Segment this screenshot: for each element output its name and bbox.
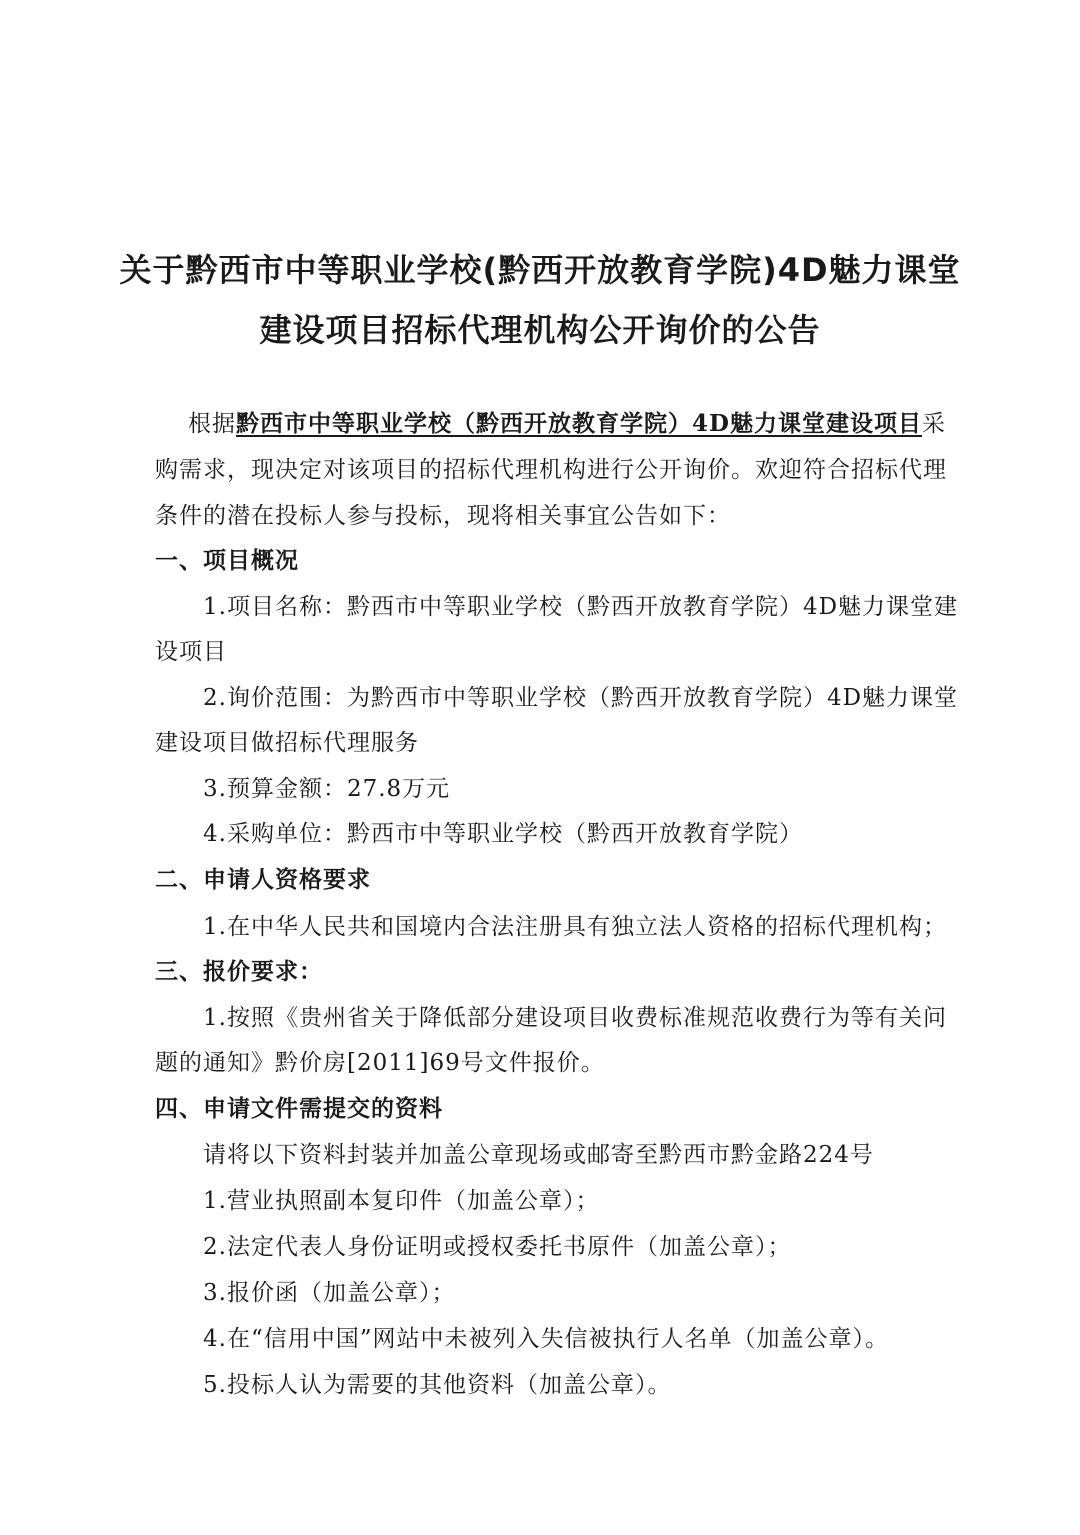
s4-note: 请将以下资料封装并加盖公章现场或邮寄至黔西市黔金路224号 <box>203 1142 874 1168</box>
s3-item-1-line-1: 1.按照《贵州省关于降低部分建设项目收费标准规范收费行为等有关问 <box>203 1005 947 1031</box>
s4-item-3: 3.报价函（加盖公章）； <box>203 1280 456 1306</box>
s1-item-1-line-1: 1.项目名称：黔西市中等职业学校（黔西开放教育学院）4D魅力课堂建 <box>203 594 959 620</box>
intro-line-3: 条件的潜在投标人参与投标，现将相关事宜公告如下： <box>155 503 731 529</box>
intro-suffix: 采 <box>921 411 946 437</box>
s1-item-1-line-2: 设项目 <box>155 639 227 665</box>
title-line-1: 关于黔西市中等职业学校(黔西开放教育学院)4D魅力课堂 <box>119 251 961 289</box>
intro-prefix: 根据 <box>188 411 236 437</box>
s4-item-2: 2.法定代表人身份证明或授权委托书原件（加盖公章）； <box>203 1234 792 1260</box>
s3-item-1-line-2: 题的通知》黔价房[2011]69号文件报价。 <box>155 1050 605 1076</box>
s4-item-5: 5.投标人认为需要的其他资料（加盖公章）。 <box>203 1372 672 1398</box>
s4-item-4: 4.在“信用中国”网站中未被列入失信被执行人名单（加盖公章）。 <box>203 1326 889 1352</box>
s2-item-1: 1.在中华人民共和国境内合法注册具有独立法人资格的招标代理机构； <box>203 914 947 940</box>
s1-item-3: 3.预算金额：27.8万元 <box>203 776 451 802</box>
title-line-2: 建设项目招标代理机构公开询价的公告 <box>259 311 821 349</box>
intro-project-name: 黔西市中等职业学校（黔西开放教育学院）4D魅力课堂建设项目 <box>236 410 922 437</box>
intro-line-2: 购需求，现决定对该项目的招标代理机构进行公开询价。欢迎符合招标代理 <box>155 457 947 483</box>
section-1-heading: 一、项目概况 <box>155 548 299 574</box>
intro-line-1 <box>188 409 946 439</box>
section-3-heading: 三、报价要求： <box>155 959 323 985</box>
s4-item-1: 1.营业执照副本复印件（加盖公章）； <box>203 1188 600 1214</box>
s1-item-4: 4.采购单位：黔西市中等职业学校（黔西开放教育学院） <box>203 821 803 847</box>
section-4-heading: 四、申请文件需提交的资料 <box>155 1096 443 1122</box>
s1-item-2-line-2: 建设项目做招标代理服务 <box>155 730 419 756</box>
section-2-heading: 二、申请人资格要求 <box>155 867 371 893</box>
s1-item-2-line-1: 2.询价范围：为黔西市中等职业学校（黔西开放教育学院）4D魅力课堂 <box>203 685 959 711</box>
